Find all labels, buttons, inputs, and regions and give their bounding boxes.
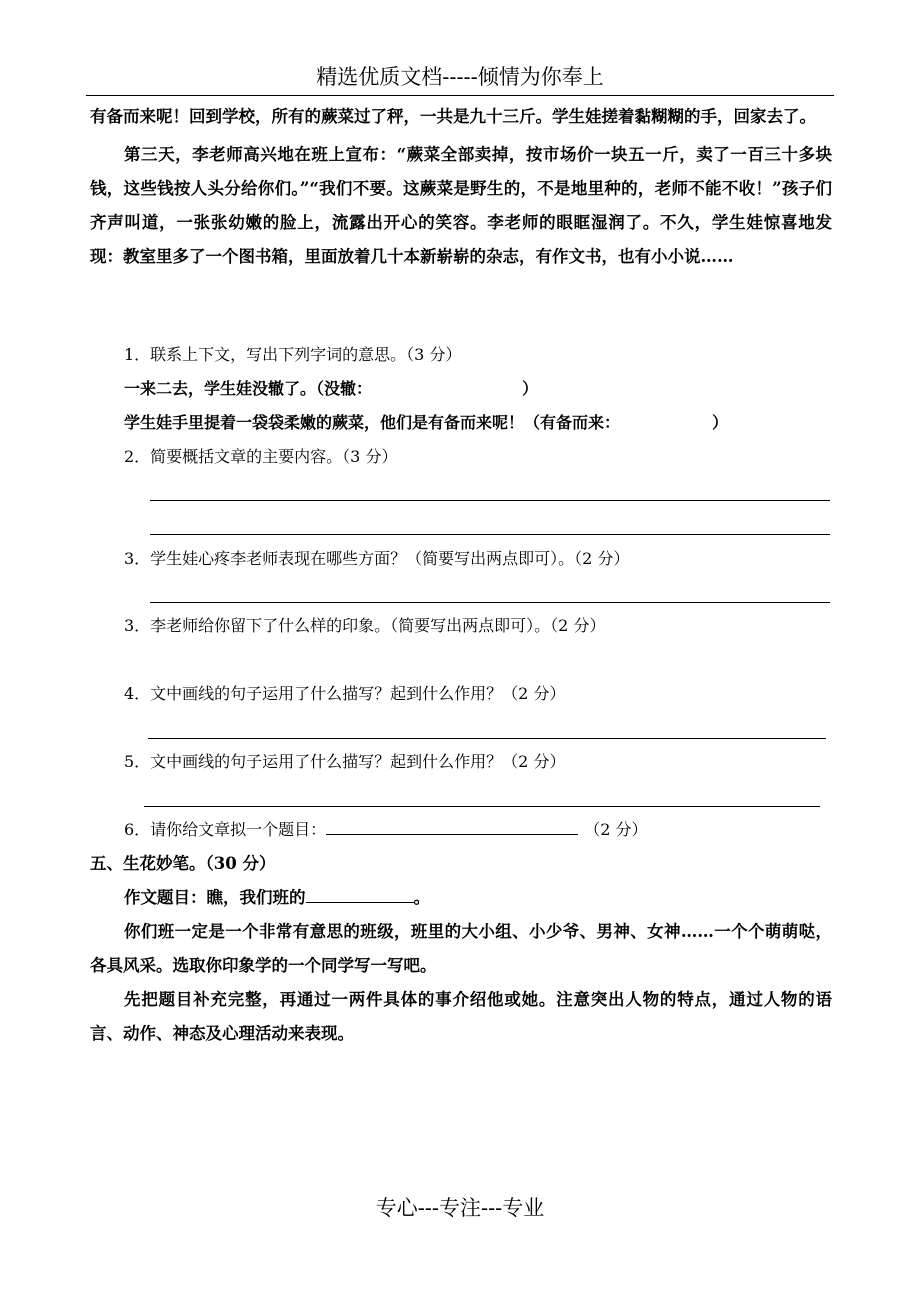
question-4: 4．文中画线的句子运用了什么描写？起到什么作用？（2 分）	[124, 684, 566, 703]
answer-line-5[interactable]	[144, 806, 820, 807]
question-6	[90, 813, 832, 847]
question-3b: 3．李老师给你留下了什么样的印象。（简要写出两点即可）。（2 分）	[124, 616, 606, 635]
composition-title-prefix: 作文题目：瞧，我们班的	[124, 888, 306, 907]
question-1a	[90, 372, 832, 406]
question-1a-text: 一来二去，学生娃没辙了。（没辙：	[124, 379, 373, 398]
title-answer-blank[interactable]	[326, 816, 578, 835]
question-4-block	[90, 677, 832, 711]
section-5-paragraph-2: 先把题目补充完整，再通过一两件具体的事介绍他或她。注意突出人物的特点，通过人物的语言、动作、神态及心理活动来表现。	[90, 990, 832, 1043]
section-5-paragraph-1: 你们班一定是一个非常有意思的班级，班里的大小组、小少爷、男神、女神……一个个萌萌哒，各具风采。选取你印象学的一个同学写一写吧。	[90, 922, 832, 975]
section-5-heading: 五、生花妙笔。（30 分）	[90, 854, 276, 873]
question-1b	[90, 406, 832, 440]
document-body	[90, 100, 832, 274]
page-header: 精选优质文档-----倾情为你奉上	[316, 65, 604, 89]
question-1a-close: ）	[522, 379, 539, 398]
composition-title-blank[interactable]	[306, 884, 414, 903]
answer-line-2a[interactable]	[150, 500, 830, 501]
question-6-score: （2 分）	[584, 820, 648, 839]
question-6-text: 6．请你给文章拟一个题目：	[124, 820, 327, 839]
question-3: 3．学生娃心疼李老师表现在哪些方面？（简要写出两点即可）。（2 分）	[124, 549, 630, 568]
question-block	[90, 338, 832, 474]
answer-line-3[interactable]	[150, 602, 830, 603]
answer-line-2b[interactable]	[150, 534, 830, 535]
question-1b-text: 学生娃手里提着一袋袋柔嫩的蕨菜，他们是有备而来呢！（有备而来：	[124, 413, 621, 432]
composition-title-suffix: 。	[413, 888, 430, 907]
page-footer: 专心---专注---专业	[375, 1196, 545, 1220]
passage-paragraph-1: 有备而来呢！回到学校，所有的蕨菜过了秤，一共是九十三斤。学生娃搓着黏糊糊的手，回家去了。	[90, 107, 816, 126]
passage-paragraph-2: 第三天，李老师高兴地在班上宣布：“蕨菜全部卖掉，按市场价一块五一斤，卖了一百三十多块钱，这些钱按人头分给你们。”“我们不要。这蕨菜是野生的，不是地里种的，老师不能不收！”孩子们齐声叫道，一张张幼嫩的脸上，流露出开心的笑容。李老师的眼眶湿润了。不久，学生娃惊喜地发现：教室里多了一个图书箱，里面放着几十本新崭崭的杂志，有作文书，也有小小说……	[90, 145, 832, 266]
question-5-block	[90, 745, 832, 779]
section-5	[90, 847, 832, 1051]
question-2: 2．简要概括文章的主要内容。（3 分）	[124, 447, 398, 466]
question-3-block	[90, 542, 832, 576]
question-1b-close: ）	[712, 413, 729, 432]
question-5: 5．文中画线的句子运用了什么描写？起到什么作用？（2 分）	[124, 752, 566, 771]
question-6-block	[90, 813, 832, 847]
header-rule	[86, 95, 834, 96]
answer-line-4[interactable]	[148, 738, 826, 739]
question-3b-block	[90, 609, 832, 643]
question-1: 1．联系上下文，写出下列字词的意思。（3 分）	[124, 345, 462, 364]
composition-title-line	[90, 881, 832, 915]
